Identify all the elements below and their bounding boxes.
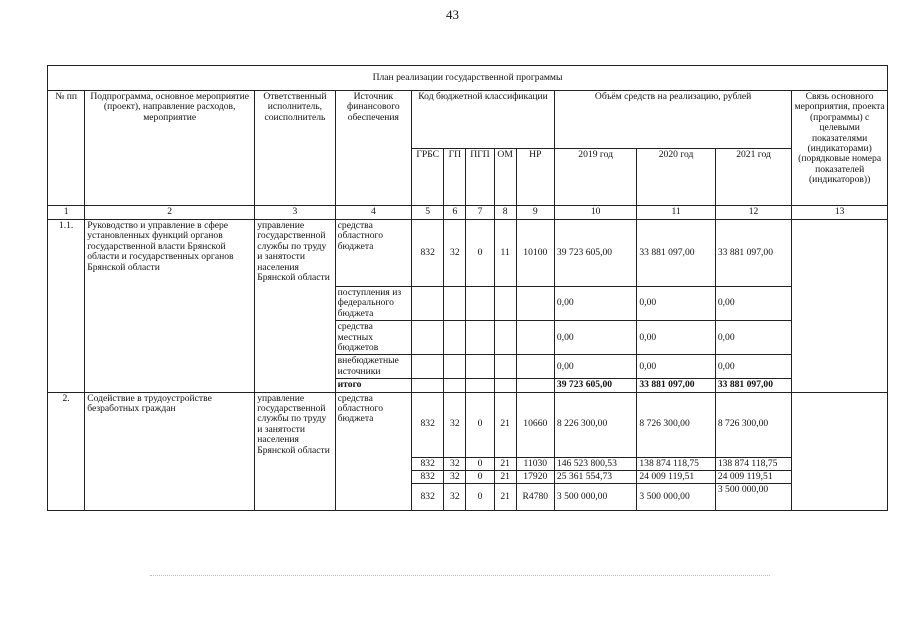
cell-pgp: 0	[466, 471, 494, 484]
cell-total-2019: 39 723 605,00	[554, 379, 636, 392]
cell-np: 11030	[516, 457, 554, 470]
cell-total-2020: 33 881 097,00	[637, 379, 715, 392]
cell-grbs: 832	[412, 471, 444, 484]
cell-gp: 32	[444, 392, 466, 457]
cell-grbs: 832	[412, 484, 444, 511]
header-om: ОМ	[494, 148, 516, 206]
col-number: 3	[255, 206, 335, 220]
header-source: Источник финансового обеспечения	[335, 91, 411, 206]
cell-2019: 0,00	[554, 355, 636, 379]
cell-om: 21	[494, 471, 516, 484]
cell-2021: 8 726 300,00	[715, 392, 791, 457]
row-source: внебюджетные источники	[335, 355, 411, 379]
cell-gp: 32	[444, 457, 466, 470]
row-source: средства местных бюджетов	[335, 321, 411, 355]
col-number: 1	[48, 206, 85, 220]
cell-2021: 24 009 119,51	[715, 471, 791, 484]
header-responsible: Ответственный исполнитель, соисполнитель	[255, 91, 335, 206]
cell-2020: 8 726 300,00	[637, 392, 715, 457]
header-budget-code: Код бюджетной классификации	[412, 91, 555, 149]
header-np: НР	[516, 148, 554, 206]
header-program: Подпрограмма, основное мероприятие (проект), направление расходов, мероприятие	[85, 91, 255, 206]
col-number: 13	[792, 206, 888, 220]
cell-om: 21	[494, 392, 516, 457]
cell-grbs: 832	[412, 457, 444, 470]
header-2020: 2020 год	[637, 148, 715, 206]
col-number: 10	[554, 206, 636, 220]
col-number: 12	[715, 206, 791, 220]
row-total-label: итого	[335, 379, 411, 392]
cell-2019: 25 361 554,73	[554, 471, 636, 484]
col-number: 2	[85, 206, 255, 220]
cell-np: 10660	[516, 392, 554, 457]
header-grbs: ГРБС	[412, 148, 444, 206]
cell-gp: 32	[444, 471, 466, 484]
cell-pgp: 0	[466, 484, 494, 511]
cell-pgp: 0	[466, 392, 494, 457]
row-program: Содействие в трудоустройстве безработных граждан	[85, 392, 255, 511]
cell-2019: 8 226 300,00	[554, 392, 636, 457]
table-row	[48, 220, 888, 287]
cell-gp: 32	[444, 220, 466, 287]
header-gp: ГП	[444, 148, 466, 206]
table-title-row	[48, 66, 888, 91]
row-program: Руководство и управление в сфере установленных функций органов государственной власти Брянской области и государственных органов Брянской области	[85, 220, 255, 393]
program-plan-table	[47, 65, 888, 511]
row-responsible: управление государственной службы по труду и занятости населения Брянской области	[255, 220, 335, 393]
cell-total-2021: 33 881 097,00	[715, 379, 791, 392]
cell-np: 17920	[516, 471, 554, 484]
row-source: средства областного бюджета	[335, 392, 411, 511]
header-2019: 2019 год	[554, 148, 636, 206]
col-number: 6	[444, 206, 466, 220]
cell-pgp: 0	[466, 457, 494, 470]
cell-om: 21	[494, 457, 516, 470]
cell-pgp: 0	[466, 220, 494, 287]
row-source: средства областного бюджета	[335, 220, 411, 287]
cell-2019: 146 523 800,53	[554, 457, 636, 470]
header-row	[48, 91, 888, 149]
header-link: Связь основного мероприятия, проекта (программы) с целевыми показателями (индикаторами) (порядковые номера показателей (индикаторов))	[792, 91, 888, 206]
table-title: План реализации государственной программы	[48, 66, 888, 91]
cell-2019: 39 723 605,00	[554, 220, 636, 287]
cell-np: R4780	[516, 484, 554, 511]
row-num: 2.	[48, 392, 85, 511]
cell-2019: 3 500 000,00	[554, 484, 636, 511]
cell-2020: 3 500 000,00	[637, 484, 715, 511]
row-source: поступления из федерального бюджета	[335, 287, 411, 321]
scan-artifact-line	[150, 575, 770, 577]
col-number: 5	[412, 206, 444, 220]
cell-2021: 0,00	[715, 287, 791, 321]
cell-2019: 0,00	[554, 321, 636, 355]
header-2021: 2021 год	[715, 148, 791, 206]
cell-2021: 138 874 118,75	[715, 457, 791, 470]
cell-grbs: 832	[412, 392, 444, 457]
cell-2020: 24 009 119,51	[637, 471, 715, 484]
cell-np: 10100	[516, 220, 554, 287]
cell-2020: 0,00	[637, 355, 715, 379]
header-funding: Объём средств на реализацию, рублей	[554, 91, 791, 149]
row-responsible: управление государственной службы по труду и занятости населения Брянской области	[255, 392, 335, 511]
cell-om: 21	[494, 484, 516, 511]
page-number: 43	[446, 7, 459, 22]
cell-2021: 33 881 097,00	[715, 220, 791, 287]
cell-grbs: 832	[412, 220, 444, 287]
cell-2019: 0,00	[554, 287, 636, 321]
cell-link	[792, 392, 888, 511]
table-row	[48, 392, 888, 457]
cell-2020: 138 874 118,75	[637, 457, 715, 470]
cell-2021: 0,00	[715, 321, 791, 355]
header-pgp: ПГП	[466, 148, 494, 206]
col-number: 9	[516, 206, 554, 220]
cell-2021: 0,00	[715, 355, 791, 379]
cell-2020: 0,00	[637, 321, 715, 355]
col-number: 11	[637, 206, 715, 220]
column-numbers-row	[48, 206, 888, 220]
col-number: 7	[466, 206, 494, 220]
cell-2020: 0,00	[637, 287, 715, 321]
col-number: 4	[335, 206, 411, 220]
cell-2020: 33 881 097,00	[637, 220, 715, 287]
cell-om: 11	[494, 220, 516, 287]
cell-gp: 32	[444, 484, 466, 511]
col-number: 8	[494, 206, 516, 220]
header-num: № пп	[48, 91, 85, 206]
cell-link	[792, 220, 888, 393]
row-num: 1.1.	[48, 220, 85, 393]
cell-2021: 3 500 000,00	[715, 484, 791, 511]
